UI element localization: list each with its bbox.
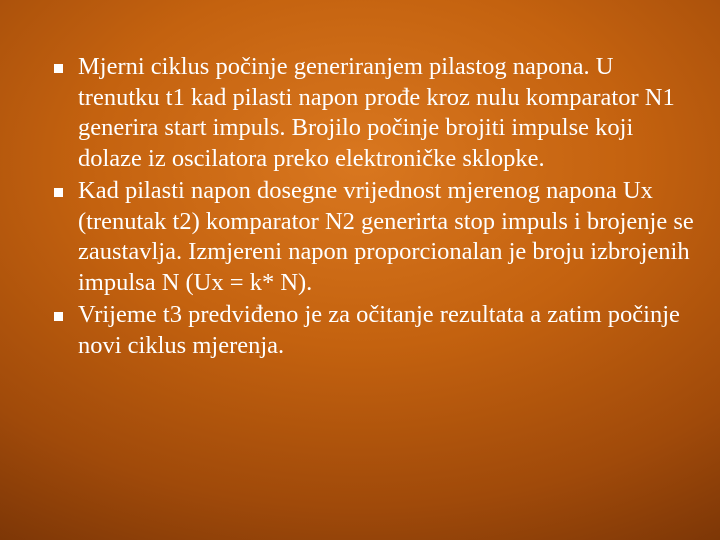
bullet-item <box>48 176 698 298</box>
bullet-text: Vrijeme t3 predviđeno je za očitanje rezultata a zatim počinje novi ciklus mjerenja. <box>78 301 680 359</box>
square-bullet-icon <box>54 64 63 73</box>
bullet-item <box>48 300 698 361</box>
bullet-text: Kad pilasti napon dosegne vrijednost mjerenog napona Ux (trenutak t2) komparator N2 generirta stop impuls i brojenje se zaustavlja. Izmjereni napon proporcionalan je broju izbrojenih impulsa N (Ux = k* N). <box>78 177 694 296</box>
bullet-list <box>48 52 698 363</box>
bullet-item <box>48 52 698 174</box>
bullet-text: Mjerni ciklus počinje generiranjem pilastog napona. U trenutku t1 kad pilasti napon prođe kroz nulu komparator N1 generira start impuls. Brojilo počinje brojiti impulse koji dolaze iz oscilatora preko elektroničke sklopke. <box>78 53 675 172</box>
square-bullet-icon <box>54 312 63 321</box>
square-bullet-icon <box>54 188 63 197</box>
